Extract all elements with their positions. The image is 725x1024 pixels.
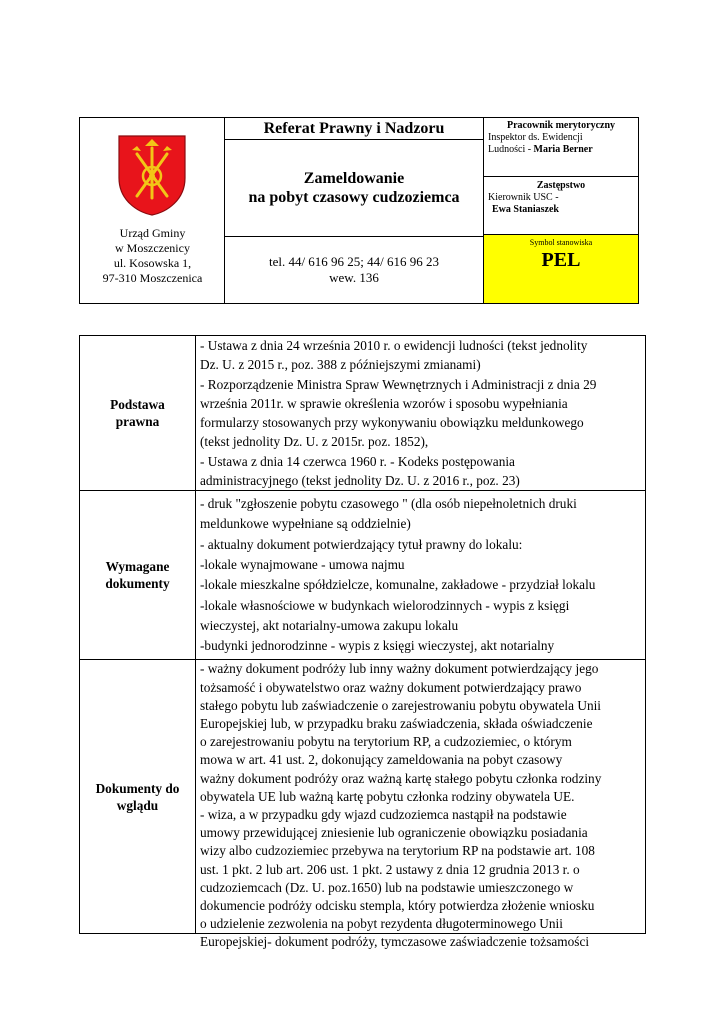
row-content-required-documents [196, 491, 646, 660]
row-label-line: dokumenty [105, 576, 170, 592]
content-line: -lokale własnościowe w budynkach wielorodzinnych - wypis z księgi [200, 597, 570, 613]
content-line: cudzoziemcach (Dz. U. poz.1650) lub na podstawie umieszczonego w [200, 879, 574, 895]
content-line: umowy przewidującej zniesienie lub ograniczenie obowiązku posiadania [200, 825, 588, 841]
table-row-legal-basis [80, 336, 646, 491]
office-cell [80, 118, 225, 303]
content-line: ust. 1 pkt. 2 lub art. 206 ust. 1 pkt. 2 ustawy z dnia 12 grudnia 2013 r. o [200, 861, 580, 877]
content-clip [200, 660, 641, 950]
worker-role: Inspektor ds. Ewidencji [488, 132, 583, 143]
phone-numbers: tel. 44/ 616 96 25; 44/ 616 96 23 [268, 254, 440, 269]
worker-dept-line [488, 144, 634, 156]
phone-extension: wew. 136 [329, 270, 379, 285]
content-line: meldunkowe wypełniane są oddzielnie) [200, 516, 411, 532]
content-line: - aktualny dokument potwierdzający tytuł prawny do lokalu: [200, 536, 523, 552]
procedure-title [225, 140, 483, 237]
row-label-line: Podstawa [110, 397, 165, 413]
deputy-role: Kierownik USC - [488, 192, 559, 203]
symbol-label: Symbol stanowiska [529, 238, 593, 247]
row-label-line: Wymagane [105, 559, 170, 575]
content-line: administracyjnego (tekst jednolity Dz. U. z 2016 r., poz. 23) [200, 473, 520, 489]
content-line: o udzielenie zezwolenia na pobyt rezydenta długoterminowego Unii [200, 916, 563, 932]
row-label-documents-to-inspect [80, 660, 196, 934]
content-line: stałego pobytu lub zaświadczenie o zarejestrowaniu pobytu obywatela Unii [200, 697, 601, 713]
office-street: ul. Kosowska 1, [113, 256, 192, 270]
deputy-title: Zastępstwo [536, 180, 586, 191]
procedure-line-2: na pobyt czasowy cudzoziemca [248, 189, 460, 206]
symbol-cell [484, 235, 638, 303]
content-line: Dz. U. z 2015 r., poz. 388 z późniejszymi zmianami) [200, 357, 481, 373]
content-line: - ważny dokument podróży lub inny ważny dokument potwierdzający jego [200, 661, 599, 677]
content-line: dokumencie podróży odcisku stempla, który potwierdza złożenie wniosku [200, 898, 595, 914]
content-line: -lokale wynajmowane - umowa najmu [200, 557, 405, 573]
content-line: - Ustawa z dnia 14 czerwca 1960 r. - Kodeks postępowania [200, 453, 515, 469]
content-line: Europejskiej lub, w przypadku braku zaświadczenia, składa oświadczenie [200, 715, 593, 731]
worker-cell [484, 118, 638, 177]
content-line: formularzy stosowanych przy wykonywaniu obowiązku meldunkowego [200, 415, 584, 431]
content-line: (tekst jednolity Dz. U. z 2015r. poz. 1852), [200, 434, 429, 450]
content-line: września 2011r. w sprawie określenia wzorów i sposobu wypełniania [200, 395, 568, 411]
content-line: mowa w art. 41 ust. 2, dokonujący zameldowania na pobyt czasowy [200, 752, 563, 768]
content-line: - wiza, a w przypadku gdy wjazd cudzoziemca nastąpił na podstawie [200, 807, 567, 822]
deputy-cell [484, 177, 638, 235]
symbol-value: PEL [541, 249, 581, 271]
content-line: tożsamość i obywatelstwo oraz ważny dokument potwierdzający prawo [200, 679, 582, 695]
office-postcode: 97-310 Moszczenica [102, 271, 203, 285]
content-line: obywatela UE lub ważną kartę pobytu członka rodziny obywatela UE. [200, 788, 575, 804]
row-content-documents-to-inspect [196, 660, 646, 950]
table-row-required-documents [80, 491, 646, 660]
procedure-line-1: Zameldowanie [303, 170, 405, 187]
header-box [79, 117, 639, 304]
worker-title: Pracownik merytoryczny [506, 120, 616, 131]
content-line: o zarejestrowaniu pobytu na terytorium RP, a cudzoziemiec, o którym [200, 734, 572, 750]
content-line: -lokale mieszkalne spółdzielcze, komunalne, zakładowe - przydział lokalu [200, 577, 596, 593]
deputy-name: Ewa Staniaszek [492, 204, 559, 215]
row-label-line: wglądu [116, 797, 159, 813]
content-line: - Ustawa z dnia 24 września 2010 r. o ewidencji ludności (tekst jednolity [200, 338, 588, 353]
row-label-line: Dokumenty do [95, 780, 180, 796]
info-table [79, 335, 646, 950]
row-label-legal-basis [80, 336, 196, 491]
content-line: ważny dokument podróży oraz ważną kartę stałego pobytu członka rodziny [200, 770, 602, 786]
row-content-legal-basis [196, 336, 646, 491]
department-title: Referat Prawny i Nadzoru [225, 118, 483, 140]
content-line: - druk "zgłoszenie pobytu czasowego " (dla osób niepełnoletnich druki [200, 496, 577, 512]
table-row-documents-to-inspect [80, 660, 646, 934]
content-line: -budynki jednorodzinne - wypis z księgi wieczystej, akt notarialny [200, 638, 555, 654]
coat-of-arms-icon [117, 134, 187, 216]
row-label-required-documents [80, 491, 196, 660]
content-line: wieczystej, akt notarialny-umowa zakupu lokalu [200, 617, 459, 633]
office-address [80, 226, 225, 286]
content-line: wizy albo cudzoziemiec przebywa na terytorium RP na podstawie art. 108 [200, 843, 595, 859]
content-line: Europejskiej- dokument podróży, tymczasowe zaświadczenie tożsamości [200, 934, 590, 950]
worker-name: Maria Berner [533, 144, 593, 155]
worker-dept: Ludności - [488, 144, 534, 155]
phone-info [225, 237, 483, 303]
title-column [225, 118, 484, 303]
row-label-line: prawna [115, 414, 160, 430]
content-line: - Rozporządzenie Ministra Spraw Wewnętrznych i Administracji z dnia 29 [200, 376, 597, 392]
office-municipality: w Moszczenicy [115, 241, 190, 255]
staff-column [484, 118, 638, 303]
office-name: Urząd Gminy [119, 226, 186, 240]
